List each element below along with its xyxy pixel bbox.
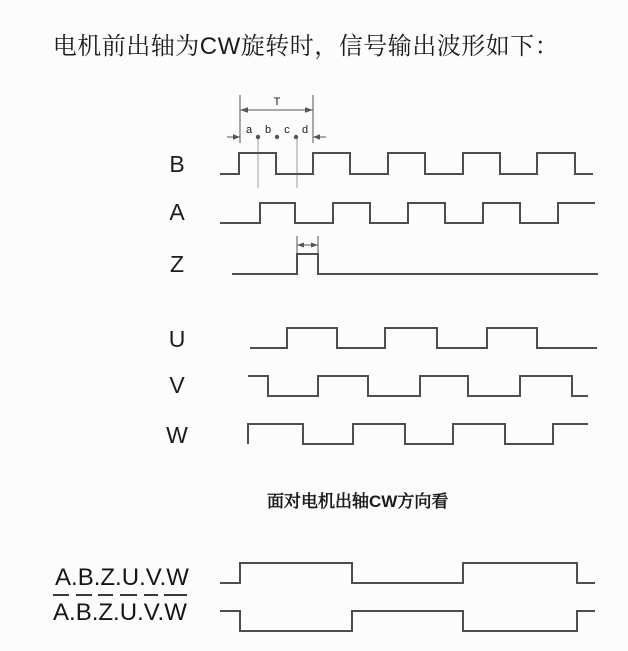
overlined-letter: A — [53, 594, 69, 626]
trace-B — [220, 153, 593, 174]
period-label: T — [273, 96, 281, 108]
trace-composite-inverted — [220, 611, 595, 631]
overlined-letter: Z — [98, 594, 113, 626]
letter: V — [145, 564, 160, 591]
letter: B — [77, 564, 94, 591]
quarter-label-a: a — [245, 124, 253, 136]
trace-V — [248, 376, 588, 396]
quarter-label-c: c — [284, 124, 290, 136]
letter: U — [121, 564, 140, 591]
trace-Z — [232, 254, 598, 274]
quarter-dot-0 — [256, 135, 260, 139]
trace-A — [220, 203, 595, 223]
overlined-letter: B — [76, 594, 92, 626]
signal-label-Z: Z — [169, 251, 185, 277]
overlined-letter: W — [164, 594, 187, 626]
signal-label-A: A — [169, 199, 185, 225]
quarter-dot-1 — [275, 135, 279, 139]
trace-U — [250, 328, 597, 348]
letter: . — [93, 564, 101, 591]
period-arrow-left — [240, 107, 248, 113]
letter: . — [157, 599, 165, 626]
z-width-arrow-right — [311, 243, 318, 248]
composite-signal-label-inverted — [53, 599, 187, 627]
letter: . — [91, 599, 99, 626]
quarter-arrow-right — [313, 134, 320, 139]
letter: . — [159, 564, 167, 591]
signal-label-W: W — [166, 422, 188, 448]
letter: . — [139, 564, 146, 591]
trace-W — [248, 424, 588, 444]
letter: W — [166, 564, 189, 591]
letter: . — [137, 599, 144, 626]
letter: . — [113, 599, 120, 626]
quarter-arrow-left — [233, 134, 240, 139]
diagram-caption: 面对电机出轴CW方向看 — [267, 492, 449, 511]
composite-signal-label — [55, 564, 189, 592]
letter: A — [55, 564, 72, 591]
signal-label-B: B — [169, 151, 185, 177]
letter: . — [115, 564, 122, 591]
z-width-arrow-left — [297, 243, 304, 248]
diagram-title: 电机前出轴为CW旋转时，信号输出波形如下： — [52, 33, 560, 60]
signal-label-U: U — [168, 326, 186, 352]
quarter-label-b: b — [264, 124, 272, 136]
letter: Z — [100, 564, 116, 591]
trace-composite — [220, 563, 595, 583]
overlined-letter: U — [120, 594, 137, 626]
overlined-letter: V — [144, 594, 158, 626]
letter: . — [69, 599, 76, 626]
period-arrow-right — [305, 107, 313, 113]
quarter-label-d: d — [301, 124, 309, 136]
letter: . — [71, 564, 78, 591]
quarter-dot-2 — [294, 135, 298, 139]
signal-label-V: V — [169, 372, 185, 398]
